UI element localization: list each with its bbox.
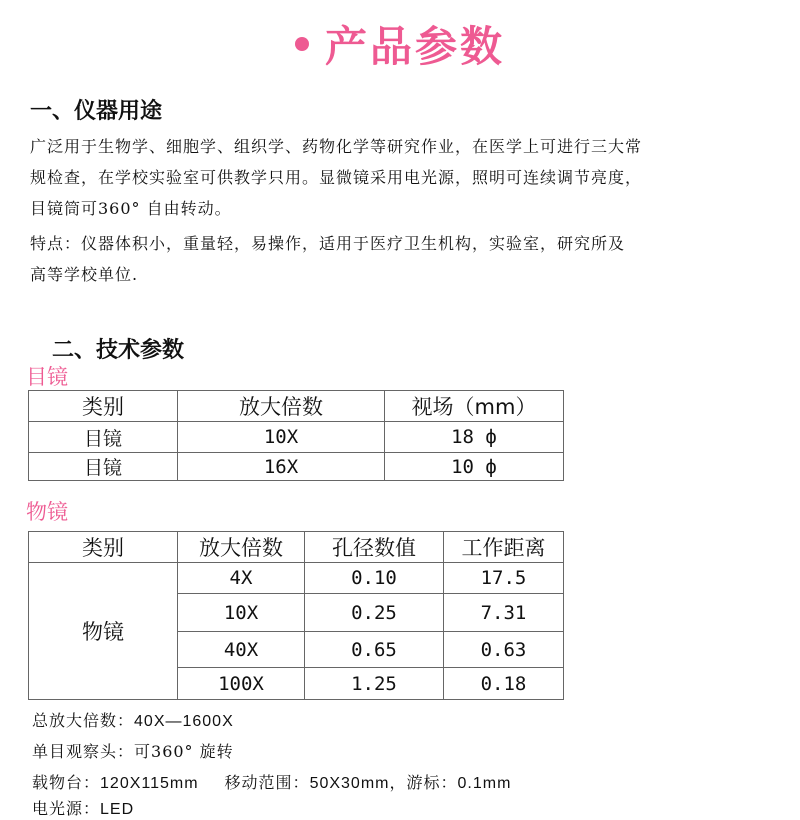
usage-paragraph bbox=[30, 131, 775, 224]
objective-table bbox=[28, 531, 564, 700]
eyepiece-cell-field: 18 ф bbox=[385, 422, 564, 453]
objective-header-category: 类别 bbox=[29, 532, 178, 563]
objective-cell-distance: 0.18 bbox=[444, 668, 564, 700]
spec-value: 40X—1600X bbox=[134, 713, 234, 730]
eyepiece-header-category: 类别 bbox=[29, 391, 178, 422]
spec-light-source bbox=[32, 796, 134, 819]
eyepiece-cell-category: 目镜 bbox=[29, 453, 178, 481]
table-row bbox=[29, 563, 564, 594]
objective-label: 物镜 bbox=[26, 500, 68, 524]
objective-cell-magnification: 4X bbox=[178, 563, 305, 594]
objective-header-row bbox=[29, 532, 564, 563]
spec-total-magnification bbox=[32, 708, 234, 731]
spec-value: 可360° 旋转 bbox=[134, 742, 234, 761]
features-paragraph bbox=[30, 228, 775, 290]
objective-cell-magnification: 10X bbox=[178, 594, 305, 632]
spec-stage bbox=[32, 770, 511, 793]
table-row bbox=[29, 453, 564, 481]
usage-line-1: 广泛用于生物学、细胞学、组织学、药物化学等研究作业，在医学上可进行三大常 bbox=[30, 137, 643, 156]
eyepiece-header-field: 视场（mm） bbox=[385, 391, 564, 422]
objective-header-magnification: 放大倍数 bbox=[178, 532, 305, 563]
objective-cell-aperture: 0.65 bbox=[305, 632, 444, 668]
spec-label: 载物台： bbox=[32, 773, 101, 792]
objective-cell-aperture: 0.25 bbox=[305, 594, 444, 632]
objective-cell-category: 物镜 bbox=[29, 563, 178, 700]
eyepiece-cell-magnification: 10X bbox=[178, 422, 385, 453]
spec-value: LED bbox=[100, 801, 135, 818]
spec-label: 电光源： bbox=[32, 799, 101, 818]
spec-observation-head bbox=[32, 739, 234, 762]
objective-cell-distance: 7.31 bbox=[444, 594, 564, 632]
spec-label: 单目观察头： bbox=[32, 742, 135, 761]
section-usage-heading: 一、仪器用途 bbox=[30, 99, 163, 124]
spec-label: 移动范围： bbox=[224, 773, 310, 792]
eyepiece-cell-category: 目镜 bbox=[29, 422, 178, 453]
eyepiece-label: 目镜 bbox=[26, 365, 68, 389]
objective-cell-aperture: 0.10 bbox=[305, 563, 444, 594]
spec-value: 120X115mm bbox=[100, 775, 199, 792]
bullet-dot-icon bbox=[295, 37, 309, 51]
usage-line-2: 规检查，在学校实验室可供教学只用。显微镜采用电光源，照明可连续调节亮度， bbox=[30, 168, 643, 187]
objective-header-aperture: 孔径数值 bbox=[305, 532, 444, 563]
objective-cell-distance: 17.5 bbox=[444, 563, 564, 594]
objective-cell-aperture: 1.25 bbox=[305, 668, 444, 700]
spec-label: 游标： bbox=[406, 773, 458, 792]
eyepiece-header-row bbox=[29, 391, 564, 422]
page-title-text: 产品参数 bbox=[324, 22, 505, 71]
section-specs-heading: 二、技术参数 bbox=[52, 338, 185, 363]
page-title bbox=[0, 14, 800, 74]
eyepiece-cell-field: 10 ф bbox=[385, 453, 564, 481]
table-row bbox=[29, 422, 564, 453]
objective-cell-magnification: 100X bbox=[178, 668, 305, 700]
spec-label: 总放大倍数： bbox=[32, 711, 135, 730]
features-line-2: 高等学校单位. bbox=[30, 265, 139, 284]
eyepiece-header-magnification: 放大倍数 bbox=[178, 391, 385, 422]
spec-value: 0.1mm bbox=[457, 775, 512, 792]
spec-value: 50X30mm， bbox=[309, 775, 407, 792]
objective-header-distance: 工作距离 bbox=[444, 532, 564, 563]
objective-cell-magnification: 40X bbox=[178, 632, 305, 668]
eyepiece-table bbox=[28, 390, 564, 481]
features-line-1: 特点：仪器体积小，重量轻，易操作，适用于医疗卫生机构，实验室，研究所及 bbox=[30, 234, 626, 253]
objective-cell-distance: 0.63 bbox=[444, 632, 564, 668]
usage-line-3: 目镜筒可360° 自由转动。 bbox=[30, 199, 232, 218]
eyepiece-cell-magnification: 16X bbox=[178, 453, 385, 481]
